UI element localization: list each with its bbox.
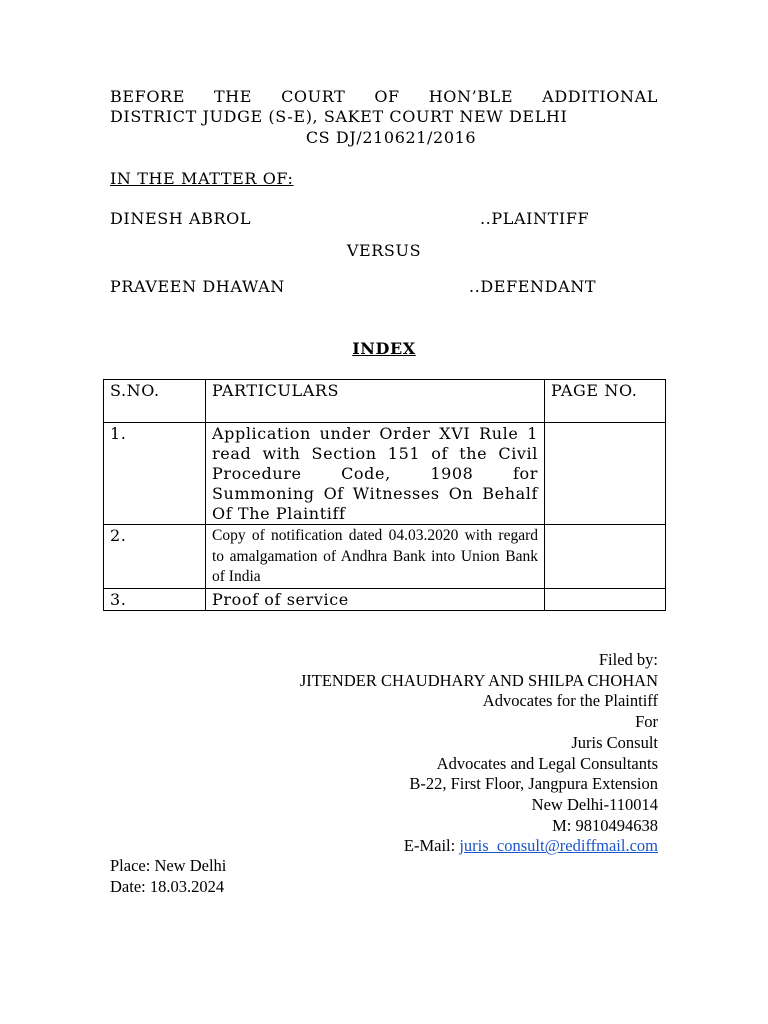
versus-label: VERSUS (346, 241, 422, 260)
plaintiff-role: ..PLAINTIFF (480, 209, 590, 228)
index-title: INDEX (352, 339, 416, 358)
place-date-block (110, 855, 226, 897)
email-label: E-Mail: (403, 836, 460, 856)
advocates-for-plaintiff: Advocates for the Plaintiff (482, 691, 658, 711)
defendant-name: PRAVEEN DHAWAN (110, 277, 285, 296)
header-particulars: PARTICULARS (206, 380, 545, 423)
row-particulars: Proof of service (206, 588, 545, 610)
firm-name: Juris Consult (571, 732, 658, 752)
case-number: CS DJ/210621/2016 (305, 128, 477, 147)
table-row (104, 423, 666, 525)
firm-city: New Delhi-110014 (531, 794, 658, 814)
table-header-row (104, 380, 666, 423)
matter-heading: IN THE MATTER OF: (110, 169, 294, 188)
advocates-names: JITENDER CHAUDHARY AND SHILPA CHOHAN (299, 670, 658, 690)
place-line: Place: New Delhi (110, 856, 227, 875)
firm-address: B-22, First Floor, Jangpura Extension (409, 774, 658, 794)
date-line: Date: 18.03.2024 (110, 877, 225, 896)
court-title-line2: DISTRICT JUDGE (S-E), SAKET COURT NEW DELHI (110, 107, 568, 126)
row-sno: 3. (104, 588, 206, 610)
email-link[interactable]: juris_consult@rediffmail.com (459, 836, 658, 856)
court-title-line1: BEFORE THE COURT OF HON’BLE ADDITIONAL (110, 87, 658, 106)
row-sno: 2. (104, 525, 206, 589)
firm-mobile: M: 9810494638 (552, 815, 658, 835)
row-page-no (545, 423, 666, 525)
email-line (300, 836, 658, 857)
filing-block (300, 650, 658, 857)
table-row (104, 525, 666, 589)
index-table (103, 379, 666, 611)
firm-description: Advocates and Legal Consultants (436, 753, 658, 773)
filed-by-label: Filed by: (598, 650, 658, 669)
row-particulars: Application under Order XVI Rule 1 read with Section 151 of the Civil Procedure Code, 1908 for Summoning Of Witnesses On Behalf Of The Plaintiff (206, 423, 545, 525)
defendant-role: ..DEFENDANT (469, 277, 597, 296)
plaintiff-name: DINESH ABROL (110, 209, 252, 228)
table-row (104, 588, 666, 610)
for-label: For (635, 712, 658, 732)
row-page-no (545, 588, 666, 610)
row-particulars: Copy of notification dated 04.03.2020 with regard to amalgamation of Andhra Bank into Union Bank of India (206, 525, 545, 589)
header-page-no: PAGE NO. (545, 380, 666, 423)
header-sno: S.NO. (104, 380, 206, 423)
row-sno: 1. (104, 423, 206, 525)
row-page-no (545, 525, 666, 589)
